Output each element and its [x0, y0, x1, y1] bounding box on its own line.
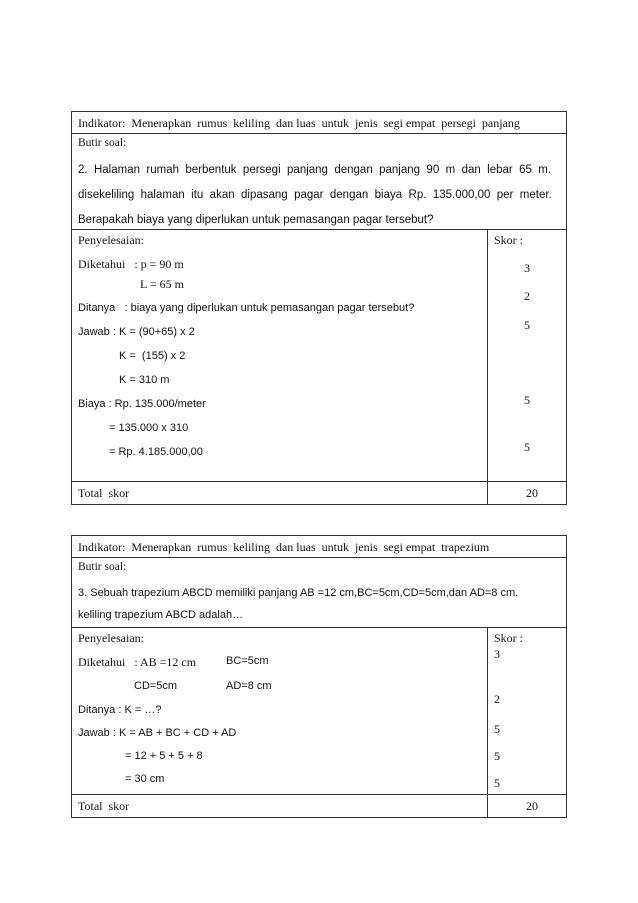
butir-soal-row: [72, 558, 566, 628]
skor-label: Skor :: [494, 233, 524, 247]
butir-soal-row: [72, 134, 566, 230]
score-value: 5: [524, 393, 530, 407]
rubric-table-2: [71, 535, 567, 818]
total-row: [72, 795, 566, 817]
soal-line: 2. Halaman rumah berbentuk persegi panjang dengan panjang 90 m dan lebar 65 m.: [78, 164, 552, 176]
penyelesaian-label: Penyelesaian:: [78, 233, 144, 247]
solution-line: = 12 + 5 + 5 + 8: [125, 750, 203, 762]
rubric-table-1: [71, 111, 567, 505]
solution-line: Ditanya : biaya yang diperlukan untuk pemasangan pagar tersebut?: [78, 302, 415, 314]
score-value: 2: [494, 692, 500, 706]
score-value: 3: [494, 647, 500, 661]
solution-line: = Rp. 4.185.000,00: [109, 446, 203, 458]
solution-line: CD=5cm: [134, 680, 178, 692]
solution-line: Ditanya : K = …?: [78, 704, 162, 716]
soal-line: 3. Sebuah trapezium ABCD memiliki panjang AB =12 cm,BC=5cm,CD=5cm,dan AD=8 cm.: [78, 587, 519, 599]
score-value: 2: [524, 289, 530, 303]
solution-line: = 30 cm: [125, 773, 165, 785]
score-value: 5: [494, 749, 500, 763]
score-value: 5: [524, 318, 530, 332]
solution-line: = 135.000 x 310: [109, 422, 189, 434]
soal-line: keliling trapezium ABCD adalah…: [78, 609, 244, 621]
butir-soal-label: Butir soal:: [78, 561, 127, 573]
indikator-row: [72, 112, 566, 134]
total-label: Total skor: [72, 482, 488, 504]
indikator-row: [72, 536, 566, 558]
score-value: 3: [524, 261, 530, 275]
solution-line: K = 310 m: [119, 374, 170, 386]
indikator-text: Indikator: Menerapkan rumus keliling dan luas untuk jenis segi empat trapezium: [78, 540, 490, 554]
solution-line: K = (155) x 2: [119, 350, 186, 362]
solution-line: L = 65 m: [140, 277, 184, 291]
soal-line: disekeliling halaman itu akan dipasang pagar dengan biaya Rp. 135.000,00 per meter.: [78, 189, 552, 201]
indikator-text: Indikator: Menerapkan rumus keliling dan luas untuk jenis segi empat persegi panjang: [78, 116, 520, 130]
skor-label: Skor :: [494, 631, 524, 645]
score-value: 5: [494, 776, 500, 790]
solution-line: AD=8 cm: [226, 680, 272, 692]
solution-line: BC=5cm: [226, 655, 269, 667]
solution-line: Diketahui : p = 90 m: [78, 257, 184, 271]
penyelesaian-row: [72, 628, 566, 795]
total-row: [72, 482, 566, 504]
soal-line: Berapakah biaya yang diperlukan untuk pemasangan pagar tersebut?: [78, 214, 434, 226]
penyelesaian-row: [72, 230, 566, 482]
score-value: 5: [524, 440, 530, 454]
total-value: 20: [526, 799, 538, 813]
solution-line: Jawab : K = (90+65) x 2: [78, 326, 195, 338]
butir-soal-label: Butir soal:: [78, 137, 127, 149]
total-value: 20: [526, 486, 538, 500]
solution-line: Biaya : Rp. 135.000/meter: [78, 398, 206, 410]
penyelesaian-label: Penyelesaian:: [78, 631, 144, 645]
solution-line: Jawab : K = AB + BC + CD + AD: [78, 727, 237, 739]
total-label: Total skor: [72, 795, 488, 817]
solution-line: Diketahui : AB =12 cm: [78, 655, 197, 669]
score-value: 5: [494, 722, 500, 736]
